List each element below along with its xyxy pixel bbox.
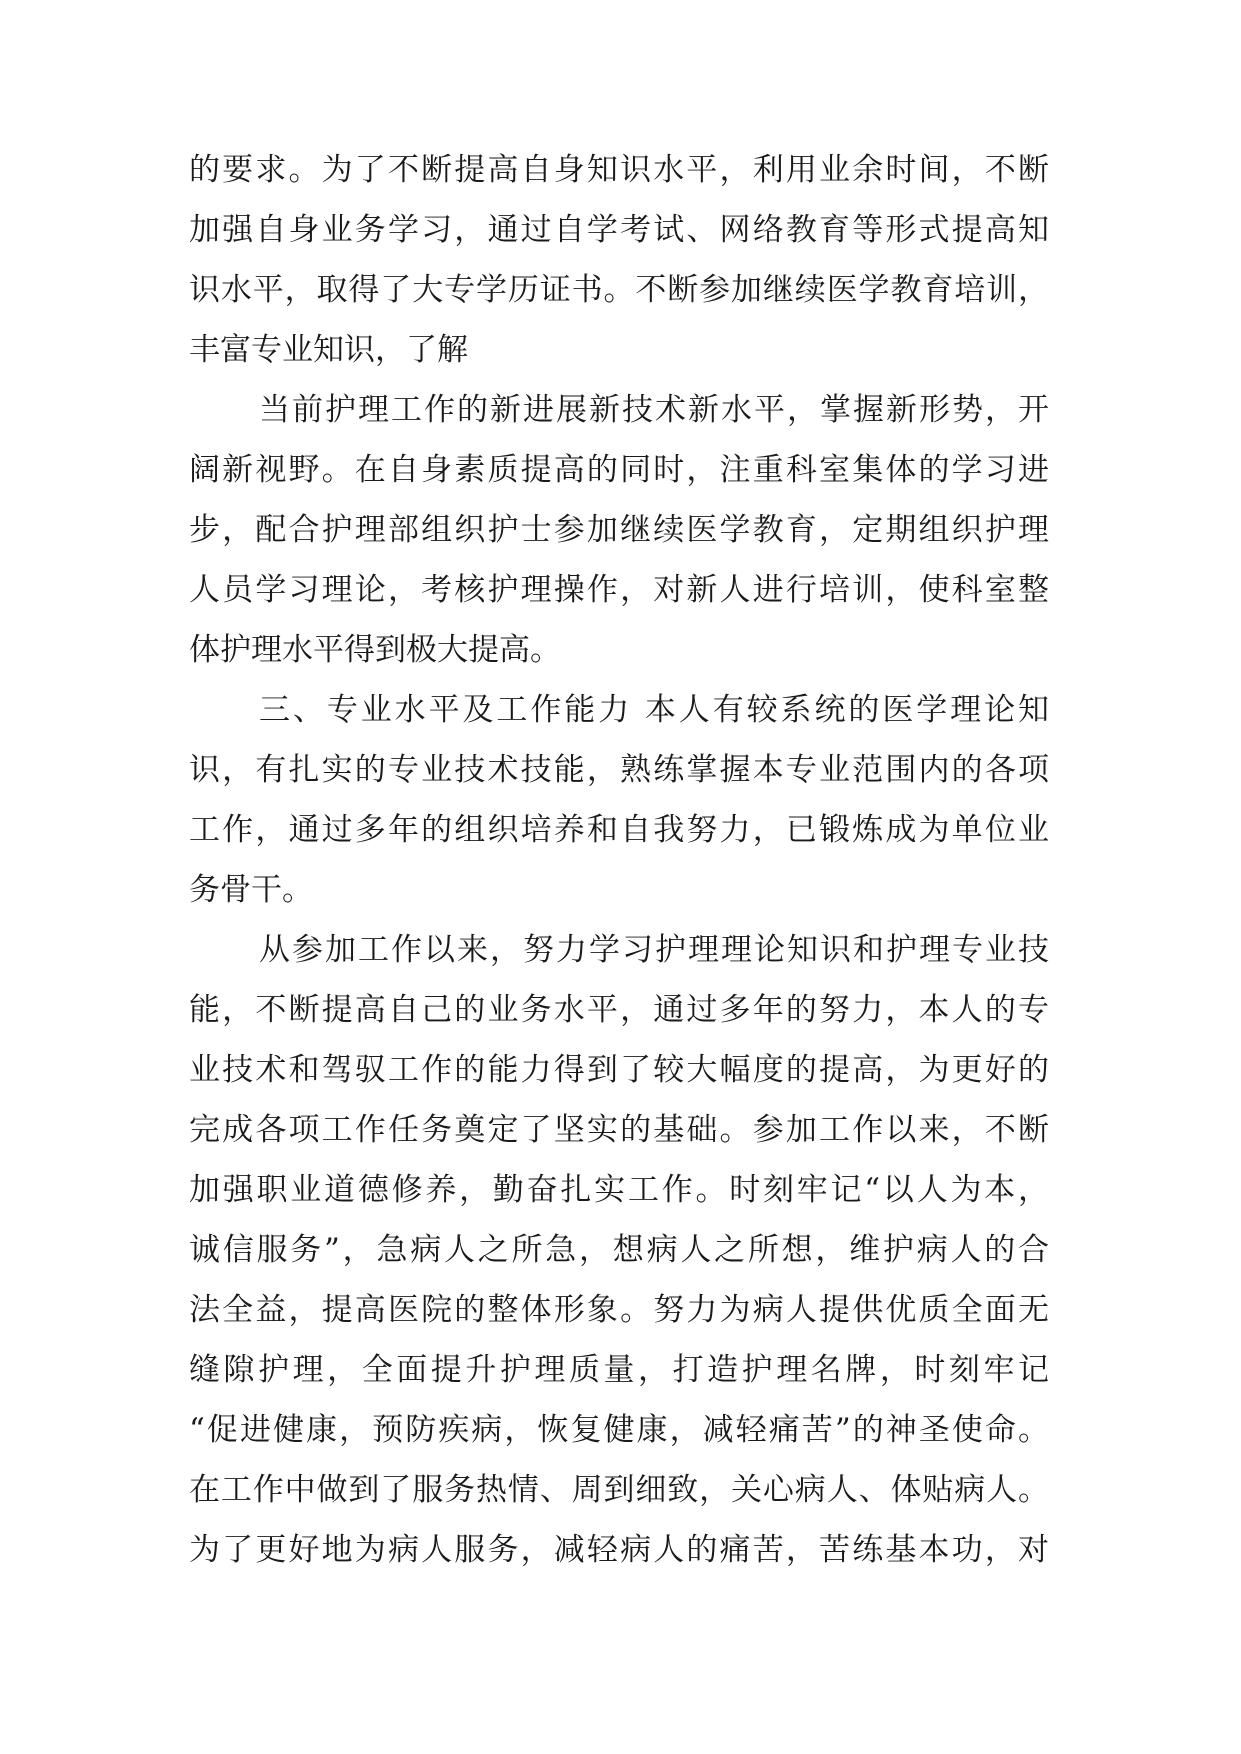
text-line: 识，有扎实的专业技术技能，熟练掌握本专业范围内的各项 — [189, 752, 1049, 788]
text-line: 三、专业水平及工作能力 本人有较系统的医学理论知 — [259, 692, 1049, 728]
paragraph — [189, 380, 1049, 680]
text-line: 步，配合护理部组织护士参加继续医学教育，定期组织护理 — [189, 512, 1049, 548]
body-text — [189, 140, 1049, 1580]
text-line: 加强职业道德修养，勤奋扎实工作。时刻牢记“以人为本， — [189, 1172, 1049, 1208]
text-line: 从参加工作以来，努力学习护理理论知识和护理专业技 — [259, 932, 1049, 968]
text-line: 工作，通过多年的组织培养和自我努力，已锻炼成为单位业 — [189, 812, 1049, 848]
text-line: 人员学习理论，考核护理操作，对新人进行培训，使科室整 — [189, 572, 1049, 608]
text-line: 阔新视野。在自身素质提高的同时，注重科室集体的学习进 — [189, 452, 1049, 488]
text-line: 加强自身业务学习，通过自学考试、网络教育等形式提高知 — [189, 212, 1049, 248]
text-line: 为了更好地为病人服务，减轻病人的痛苦，苦练基本功，对 — [189, 1532, 1049, 1568]
text-line: 当前护理工作的新进展新技术新水平，掌握新形势，开 — [259, 392, 1049, 428]
text-line: 体护理水平得到极大提高。 — [189, 632, 561, 668]
paragraph — [189, 920, 1049, 1580]
text-line: 法全益，提高医院的整体形象。努力为病人提供优质全面无 — [189, 1292, 1049, 1328]
text-line: 丰富专业知识，了解 — [189, 332, 468, 368]
text-line: 完成各项工作任务奠定了坚实的基础。参加工作以来，不断 — [189, 1112, 1049, 1148]
text-line: 缝隙护理，全面提升护理质量，打造护理名牌，时刻牢记 — [189, 1352, 1049, 1388]
text-line: 务骨干。 — [189, 872, 313, 908]
text-line: 能，不断提高自己的业务水平，通过多年的努力，本人的专 — [189, 992, 1049, 1028]
paragraph — [189, 140, 1049, 380]
text-line: 业技术和驾驭工作的能力得到了较大幅度的提高，为更好的 — [189, 1052, 1049, 1088]
text-line: 识水平，取得了大专学历证书。不断参加继续医学教育培训， — [189, 272, 1049, 308]
paragraph — [189, 680, 1049, 920]
text-line: 的要求。为了不断提高自身知识水平，利用业余时间，不断 — [189, 152, 1049, 188]
text-line: 诚信服务”，急病人之所急，想病人之所想，维护病人的合 — [189, 1232, 1049, 1268]
text-line: 在工作中做到了服务热情、周到细致，关心病人、体贴病人。 — [189, 1472, 1049, 1508]
text-line: “促进健康，预防疾病，恢复健康，减轻痛苦”的神圣使命。 — [189, 1412, 1049, 1448]
